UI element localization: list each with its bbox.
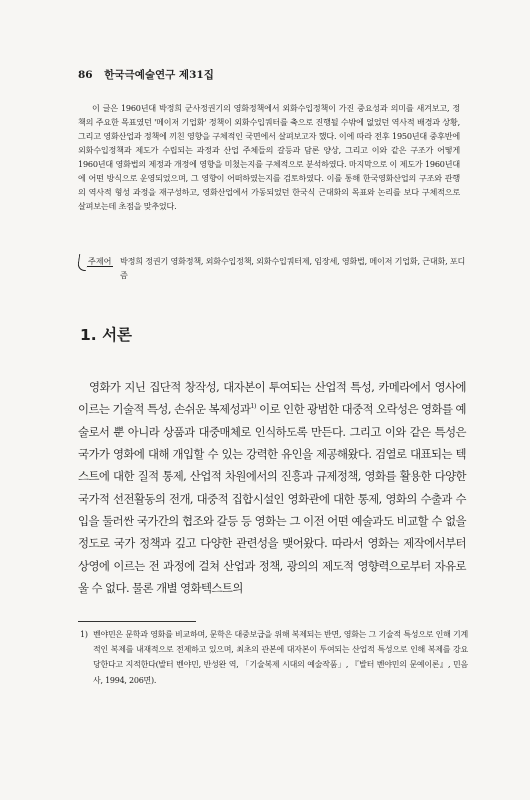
abstract-paragraph: 이 글은 1960년대 박정희 군사정권기의 영화정책에서 외화수입정책이 가진 중요성과 의미를 새겨보고, 정책의 주요한 목표였던 '메이저 기업화' 정책이 외화수입쿼터를 축으로 진행될 수밖에 없었던 역사적 배경과 상황, 그리고 영화산업과 정책에 끼친 영향을 구체적인 국면에서 살펴보고자 했다. 이에 따라 전후 1950년대 중후반에 외화수입정책과 제도가 수립되는 과정과 산업 주체들의 갈등과 담론 양상, 그리고 이와 같은 구조가 어떻게 1960년대 영화법의 제정과 개정에 영향을 미쳤는지를 구체적으로 분석하였다. 마지막으로 이 제도가 1960년대에 어떤 방식으로 운영되었으며, 그 영향이 어떠하였는지를 검토하였다. 이를 통해 한국영화산업의 구조와 관행의 역사적 형성 과정을 재구성하고, 영화산업에서 가동되었던 한국식 근대화의 목표와 논리를 보다 구체적으로 살펴보는데 초점을 맞추었다. <box>78 103 460 212</box>
footnote <box>78 627 468 688</box>
section-heading: 1. 서론 <box>80 326 133 344</box>
page-number: 86 <box>78 69 93 81</box>
footnote-text: 벤야민은 문학과 영화를 비교하며, 문학은 대중보급을 위해 복제되는 반면, 영화는 그 기술적 특성으로 인해 기계적인 복제를 내재적으로 전제하고 있으며, 최초의 관본에 대자본이 투여되는 산업적 특성으로 인해 복제를 강요당한다고 지적한다(발터 벤야민, 반성완 역, 「기술복제 시대의 예술작품」, 『발터 벤야민의 문예이론』, 민음사, 1994, 206면). <box>93 630 468 685</box>
running-header <box>78 67 214 82</box>
keyword-bracket-mark <box>77 254 88 271</box>
body-paragraph <box>78 376 466 599</box>
journal-title: 한국극예술연구 제31집 <box>104 69 214 81</box>
footnote-number: 1) <box>80 630 88 639</box>
keywords-label: 주제어 <box>88 256 112 266</box>
keywords-text: 박정희 정권기 영화정책, 외화수입정책, 외화수입쿼터제, 임장세, 영화법, 메이저 기업화, 근대화, 포디즘 <box>120 256 466 280</box>
footnote-divider <box>78 621 196 622</box>
body-text-part-1: 영화가 지닌 집단적 창작성, 대자본이 투여되는 산업적 특성, 카메라에서 영사에 이르는 기술적 특성, 손쉬운 복제성과 <box>78 380 466 417</box>
body-text-part-2: 이로 인한 광범한 대중적 오락성은 영화를 예술로서 뿐 아니라 상품과 대중매체로 인식하도록 만든다. 그리고 이와 같은 특성은 국가가 영화에 대해 개입할 수 있는 강력한 유인을 제공해왔다. 검열로 대표되는 텍스트에 대한 질적 통제, 산업적 차원에서의 진흥과 규제정책, 영화를 활용한 다양한 국가적 선전활동의 전개, 대중적 집합시설인 영화관에 대한 통제, 영화의 수출과 수입을 둘러싼 국가간의 협조와 갈등 등 영화는 그 이전 어떤 예술과도 비교할 수 없을 정도로 국가 정책과 깊고 다양한 관련성을 맺어왔다. 따라서 영화는 제작에서부터 상영에 이르는 전 과정에 걸쳐 산업과 정책, 광의의 제도적 영향력으로부터 자유로울 수 없다. 물론 개별 영화텍스트의 <box>78 402 466 596</box>
footnote-reference[interactable]: 1) <box>250 402 256 411</box>
